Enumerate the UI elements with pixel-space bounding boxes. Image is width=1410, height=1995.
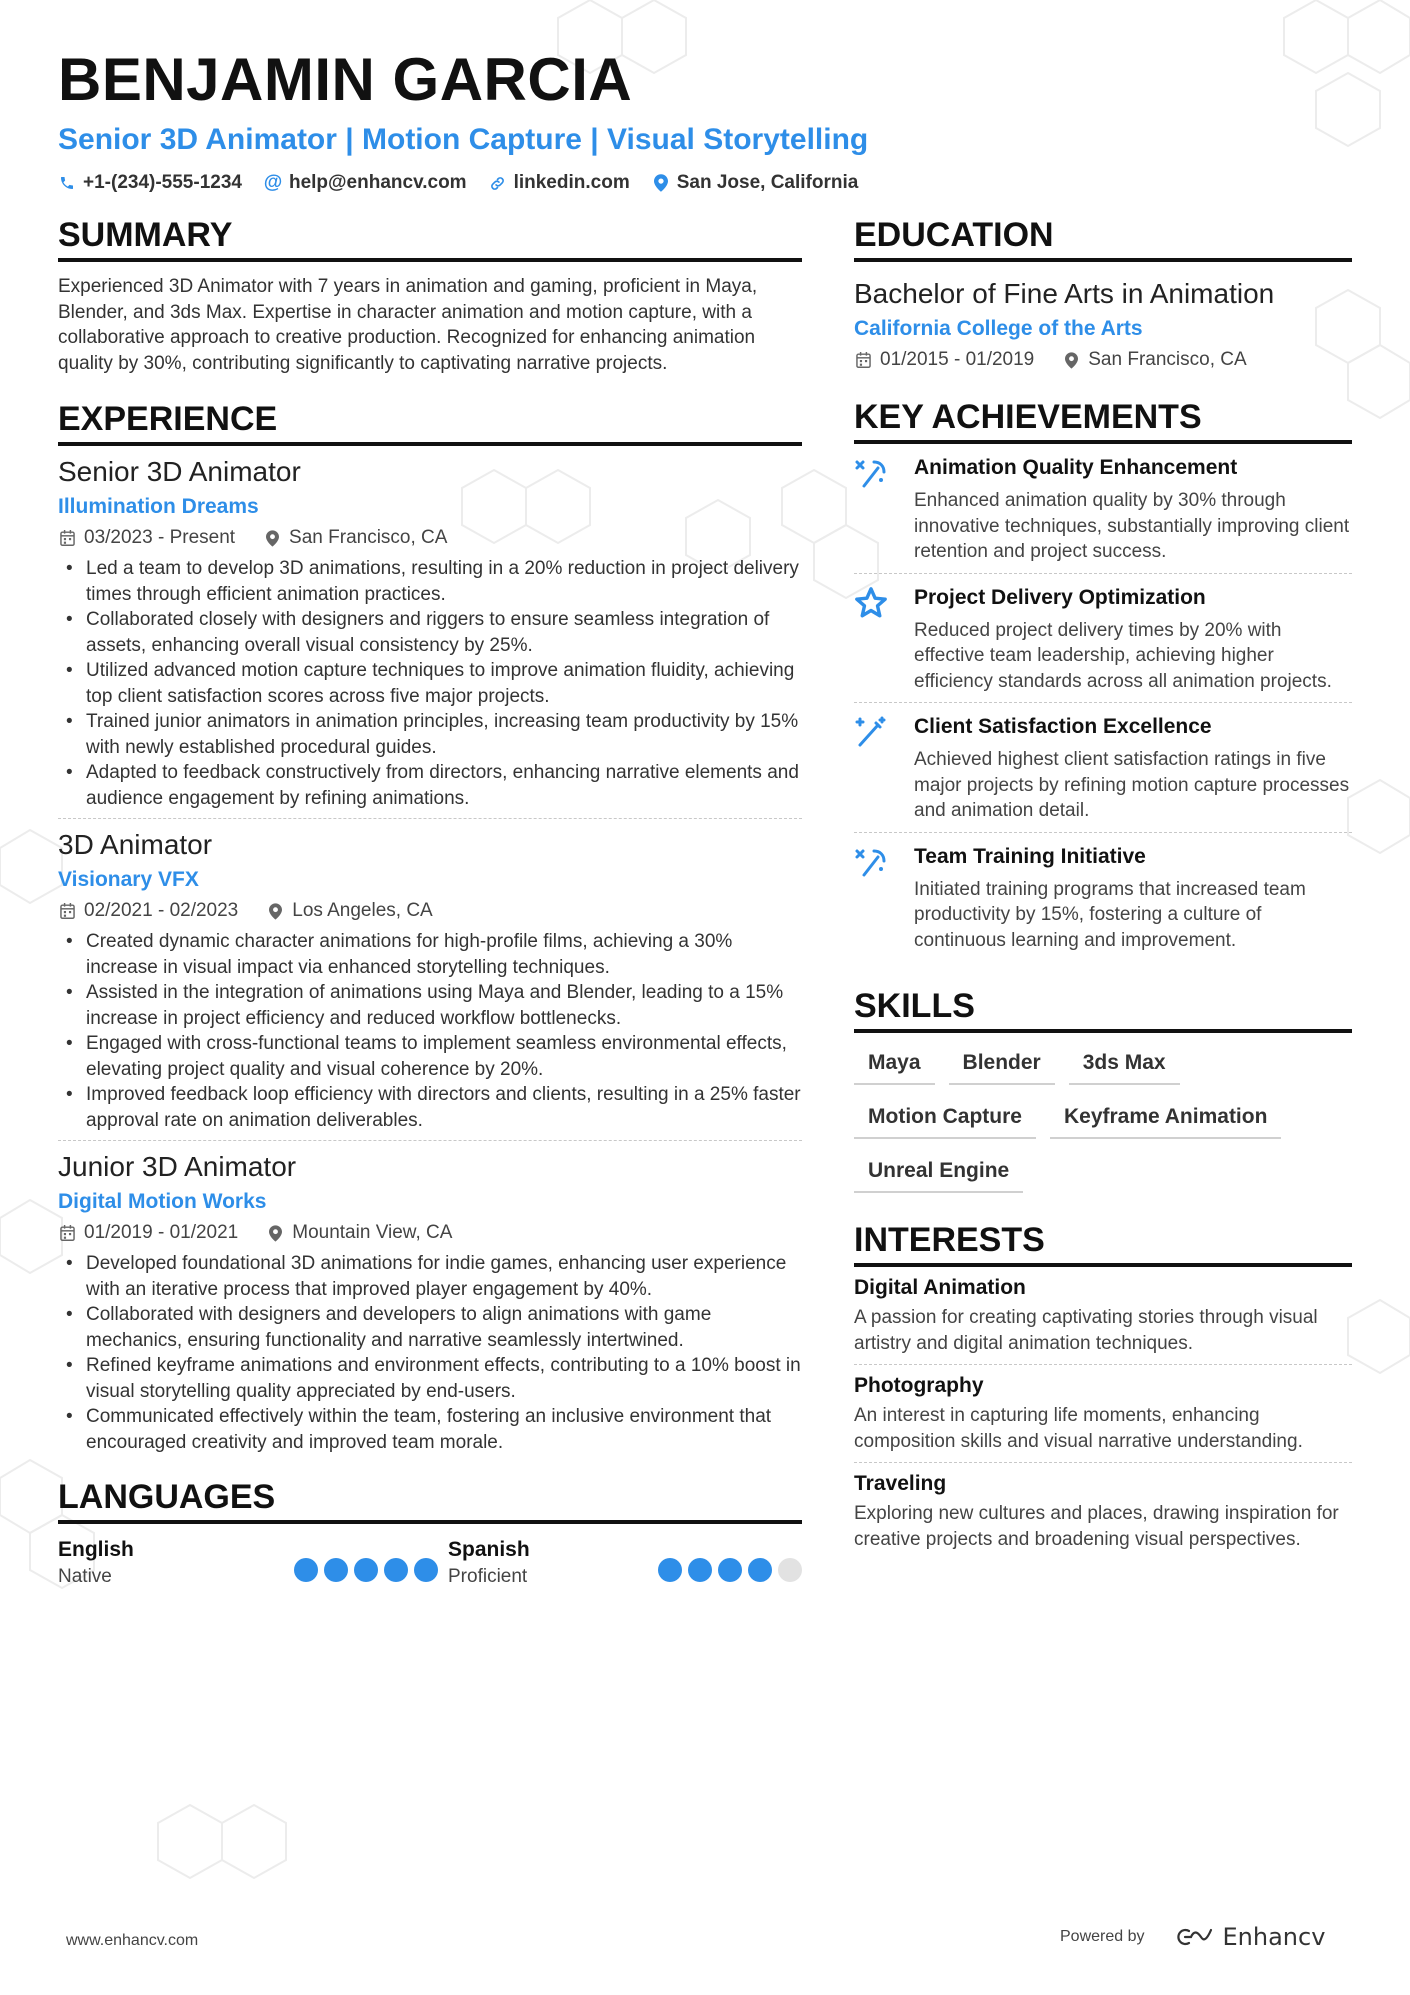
education-heading: EDUCATION (854, 214, 1352, 262)
right-column (854, 214, 1352, 1560)
skill-tag: Motion Capture (854, 1099, 1036, 1139)
job-location: Mountain View, CA (292, 1222, 453, 1243)
education-dates: 01/2015 - 01/2019 (880, 349, 1035, 370)
summary-section (58, 214, 802, 376)
interest-desc: Exploring new cultures and places, drawing inspiration for creative projects and broadening visual perspectives. (854, 1503, 1339, 1550)
job-dates: 01/2019 - 01/2021 (84, 1222, 239, 1243)
job-dates: 03/2023 - Present (84, 527, 236, 548)
rating-dot-filled (294, 1558, 318, 1582)
job-dates: 02/2021 - 02/2023 (84, 900, 239, 921)
rating-dot-filled (324, 1558, 348, 1582)
skills-heading: SKILLS (854, 985, 1352, 1033)
bullet-item: • Adapted to feedback constructively from directors, enhancing narrative elements and audience engagement by refining animations. (58, 760, 802, 811)
company-name: Illumination Dreams (58, 495, 259, 518)
languages-section (58, 1476, 802, 1590)
at-sign-icon: @ (263, 172, 283, 193)
calendar-icon (58, 1224, 76, 1242)
company-name: Digital Motion Works (58, 1190, 267, 1213)
phone-text: +1-(234)-555-1234 (83, 172, 242, 193)
interest-item (854, 1365, 1352, 1463)
resume-header (58, 42, 1358, 194)
left-column (58, 214, 802, 1590)
powered-by-text: Powered by (1060, 1928, 1145, 1945)
contact-email[interactable] (264, 172, 467, 194)
contact-bar (58, 172, 1358, 194)
interests-section (854, 1219, 1352, 1560)
language-name: Spanish (448, 1538, 530, 1561)
job-meta (58, 1219, 802, 1247)
job-title: Senior 3D Animator (58, 456, 301, 487)
language-item (58, 1536, 448, 1590)
bullet-item: • Collaborated with designers and developers to align animations with game mechanics, ensuring functionality and narrative seamlessly intertwined. (58, 1302, 802, 1353)
link-icon (489, 174, 507, 192)
map-pin-icon (263, 529, 281, 547)
bullet-item: • Developed foundational 3D animations for indie games, enhancing user experience with an iterative process that improved player engagement by 40%. (58, 1251, 802, 1302)
enhancv-logo-icon (1171, 1926, 1215, 1948)
interest-title: Photography (854, 1374, 984, 1397)
interest-title: Traveling (854, 1472, 947, 1495)
job-location: Los Angeles, CA (292, 900, 433, 921)
magic-wand-icon (854, 454, 898, 565)
degree-title: Bachelor of Fine Arts in Animation (854, 278, 1275, 309)
achievement-title: Client Satisfaction Excellence (914, 715, 1212, 738)
skills-list (854, 1045, 1352, 1193)
calendar-icon (854, 351, 872, 369)
interest-item (854, 1267, 1352, 1365)
interests-heading: INTERESTS (854, 1219, 1352, 1267)
headline: Senior 3D Animator | Motion Capture | Visual Storytelling (58, 123, 869, 156)
education-section (854, 214, 1352, 374)
achievement-title: Animation Quality Enhancement (914, 456, 1238, 479)
interest-desc: A passion for creating captivating stories through visual artistry and digital animation techniques. (854, 1307, 1318, 1354)
contact-linkedin[interactable] (489, 172, 630, 194)
skill-tag: Keyframe Animation (1050, 1099, 1281, 1139)
achievement-desc: Enhanced animation quality by 30% through innovative techniques, substantially improving client retention and project success. (914, 490, 1350, 562)
map-pin-icon (1062, 351, 1080, 369)
job-title: 3D Animator (58, 829, 213, 860)
interest-title: Digital Animation (854, 1276, 1026, 1299)
job-meta (58, 524, 802, 552)
rating-dot-filled (384, 1558, 408, 1582)
contact-location (652, 172, 859, 194)
calendar-icon (58, 902, 76, 920)
achievement-item (854, 574, 1352, 704)
school-name: California College of the Arts (854, 317, 1143, 340)
magic-wand-icon (854, 713, 898, 824)
education-meta (854, 346, 1352, 374)
bullet-item: • Led a team to develop 3D animations, resulting in a 20% reduction in project delivery times through efficient animation practices. (58, 556, 802, 607)
language-rating (658, 1550, 802, 1590)
bullet-item: • Utilized advanced motion capture techniques to improve animation fluidity, achieving top client satisfaction scores across five major projects. (58, 658, 802, 709)
job-bullets (58, 929, 802, 1133)
job-entry (58, 827, 802, 1141)
achievement-desc: Achieved highest client satisfaction ratings in five major projects by refining motion capture processes and animation detail. (914, 749, 1350, 821)
footer-branding (1060, 1923, 1325, 1951)
education-location: San Francisco, CA (1088, 349, 1247, 370)
summary-heading: SUMMARY (58, 214, 802, 262)
achievement-item (854, 833, 1352, 962)
rating-dot-filled (688, 1558, 712, 1582)
map-pin-icon (266, 1224, 284, 1242)
calendar-icon (58, 529, 76, 547)
job-meta (58, 897, 802, 925)
languages-list (58, 1536, 802, 1590)
bullet-item: • Assisted in the integration of animations using Maya and Blender, leading to a 15% increase in project efficiency and reduced workflow bottlenecks. (58, 980, 802, 1031)
linkedin-text: linkedin.com (513, 172, 630, 193)
rating-dot-filled (414, 1558, 438, 1582)
bullet-item: • Improved feedback loop efficiency with directors and clients, resulting in a 25% faster approval rate on animation deliverables. (58, 1082, 802, 1133)
skill-tag: Maya (854, 1045, 935, 1085)
interest-desc: An interest in capturing life moments, enhancing composition skills and visual narrative understanding. (854, 1405, 1303, 1452)
achievement-title: Team Training Initiative (914, 844, 1146, 868)
bullet-item: • Refined keyframe animations and environment effects, contributing to a 10% boost in visual storytelling quality appreciated by end-users. (58, 1353, 802, 1404)
email-text: help@enhancv.com (288, 172, 467, 193)
languages-heading: LANGUAGES (58, 1476, 802, 1524)
company-name: Visionary VFX (58, 868, 199, 891)
language-item (448, 1536, 802, 1590)
skills-section (854, 985, 1352, 1193)
achievement-title: Project Delivery Optimization (914, 585, 1206, 609)
interest-item (854, 1463, 1352, 1560)
bullet-item: • Communicated effectively within the team, fostering an inclusive environment that encouraged creativity and improved team morale. (58, 1404, 802, 1455)
phone-icon (58, 174, 76, 192)
candidate-name: BENJAMIN GARCIA (58, 46, 633, 113)
enhancv-logo[interactable] (1171, 1923, 1326, 1951)
job-entry (58, 1149, 802, 1462)
brand-name: Enhancv (1222, 1923, 1326, 1951)
skill-tag: 3ds Max (1069, 1045, 1180, 1085)
bullet-item: • Engaged with cross-functional teams to implement seamless environmental effects, elevating project quality and visual coherence by 20%. (58, 1031, 802, 1082)
language-level: Native (58, 1566, 112, 1587)
magic-wand-icon (854, 843, 898, 954)
job-bullets (58, 1251, 802, 1455)
experience-section (58, 398, 802, 1462)
achievement-item (854, 703, 1352, 833)
map-pin-icon (652, 174, 670, 192)
experience-heading: EXPERIENCE (58, 398, 802, 446)
achievements-heading: KEY ACHIEVEMENTS (854, 396, 1352, 444)
rating-dot-filled (658, 1558, 682, 1582)
skill-tag: Unreal Engine (854, 1153, 1023, 1193)
job-title: Junior 3D Animator (58, 1151, 297, 1182)
footer-website[interactable]: www.enhancv.com (66, 1932, 199, 1949)
bullet-item: • Collaborated closely with designers and riggers to ensure seamless integration of assets, enhancing overall visual consistency by 25%. (58, 607, 802, 658)
rating-dot-filled (718, 1558, 742, 1582)
star-icon (854, 584, 898, 695)
skill-tag: Blender (949, 1045, 1055, 1085)
job-bullets (58, 556, 802, 811)
job-location: San Francisco, CA (289, 527, 448, 548)
rating-dot-filled (354, 1558, 378, 1582)
rating-dot-filled (748, 1558, 772, 1582)
language-level: Proficient (448, 1566, 528, 1587)
map-pin-icon (266, 902, 284, 920)
achievement-item (854, 444, 1352, 574)
rating-dot-empty (778, 1558, 802, 1582)
bullet-item: • Created dynamic character animations for high-profile films, achieving a 30% increase in visual impact via enhanced storytelling techniques. (58, 929, 802, 980)
language-name: English (58, 1538, 134, 1561)
achievements-section (854, 396, 1352, 961)
bullet-item: • Trained junior animators in animation principles, increasing team productivity by 15% with newly established procedural guides. (58, 709, 802, 760)
job-entry (58, 454, 802, 819)
achievement-desc: Initiated training programs that increased team productivity by 15%, fostering a culture of continuous learning and improvement. (914, 878, 1306, 951)
language-rating (294, 1550, 438, 1590)
location-text: San Jose, California (676, 172, 859, 193)
achievement-desc: Reduced project delivery times by 20% with effective team leadership, achieving higher efficiency standards across all animation projects. (914, 619, 1332, 692)
summary-text: Experienced 3D Animator with 7 years in animation and gaming, proficient in Maya, Blender, and 3ds Max. Expertise in character animation and motion capture, with a collaborative approach to creative production. Recognized for enhancing animation quality by 30%, contributing significantly to captivating narrative projects. (58, 276, 758, 374)
contact-phone[interactable] (58, 172, 242, 194)
